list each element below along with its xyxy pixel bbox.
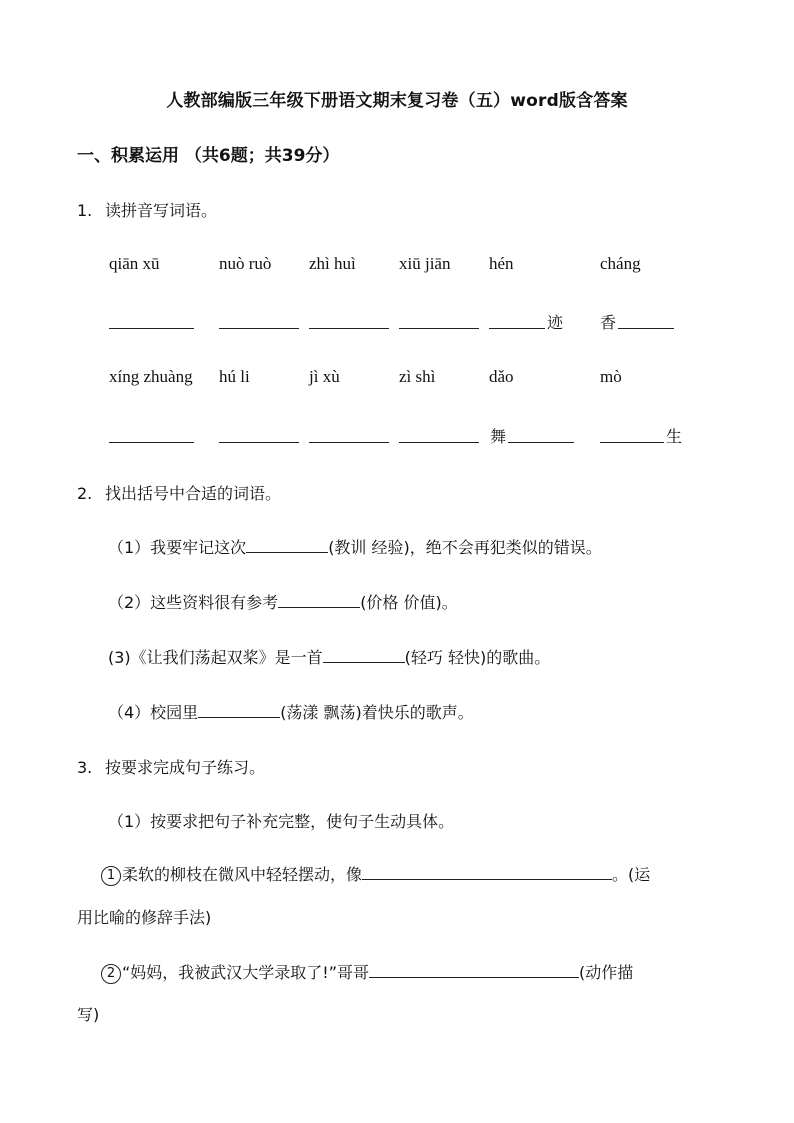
pinyin-label: jì xù (309, 367, 340, 386)
question-3-item-2-continuation: 写) (77, 1005, 100, 1024)
answer-blank[interactable] (362, 863, 612, 880)
question-2-heading (77, 481, 281, 504)
question-3-item-2 (101, 960, 633, 984)
document-title: 人教部编版三年级下册语文期末复习卷（五）word版含答案 (166, 91, 628, 111)
pinyin-label: hú li (219, 367, 250, 386)
answer-blank[interactable] (246, 536, 328, 553)
pinyin-label: dǎo (489, 367, 514, 386)
item-text: （4）校园里 (108, 703, 199, 722)
question-number: 3. (77, 758, 93, 777)
item-options: (教训 经验)，绝不会再犯类似的错误。 (328, 538, 602, 557)
answer-blank[interactable] (369, 961, 579, 978)
question-2-item-3 (108, 645, 550, 668)
given-character: 舞 (490, 427, 507, 446)
question-3-subheading: （1）按要求把句子补充完整，使句子生动具体。 (108, 812, 455, 831)
answer-blank[interactable] (309, 328, 389, 329)
answer-blank[interactable] (618, 328, 674, 329)
item-text: 柔软的柳枝在微风中轻轻摆动，像 (122, 865, 363, 884)
question-2-item-2 (108, 590, 458, 613)
pinyin-label: cháng (600, 254, 641, 273)
given-character: 生 (666, 427, 683, 446)
pinyin-label: xiū jiān (399, 254, 451, 273)
section-heading: 一、积累运用 （共6题；共39分） (77, 146, 340, 166)
question-text: 找出括号中合适的词语。 (105, 484, 282, 503)
question-3-heading (77, 755, 265, 778)
question-1-heading (77, 198, 217, 221)
pinyin-label: qiān xū (109, 254, 160, 273)
answer-blank[interactable] (219, 328, 299, 329)
question-3-item-1 (101, 862, 650, 886)
item-options: (轻巧 轻快)的歌曲。 (404, 648, 551, 667)
question-number: 2. (77, 484, 93, 503)
pinyin-label: nuò ruò (219, 254, 272, 273)
answer-blank[interactable] (399, 442, 479, 443)
item-text: （2）这些资料很有参考 (108, 593, 279, 612)
question-2-item-4 (108, 700, 474, 723)
given-character: 迹 (547, 313, 564, 332)
question-2-item-1 (108, 535, 602, 558)
item-text: (3)《让我们荡起双桨》是一首 (108, 648, 323, 667)
item-text: （1）我要牢记这次 (108, 538, 247, 557)
question-text: 按要求完成句子练习。 (105, 758, 266, 777)
answer-blank[interactable] (309, 442, 389, 443)
answer-blank[interactable] (489, 328, 545, 329)
item-text: “妈妈，我被武汉大学录取了!”哥哥 (122, 963, 369, 982)
pinyin-label: hén (489, 254, 514, 273)
answer-blank[interactable] (323, 646, 405, 663)
answer-blank[interactable] (278, 591, 360, 608)
answer-blank[interactable] (600, 442, 664, 443)
pinyin-label: xíng zhuàng (109, 367, 193, 386)
item-options: (价格 价值)。 (360, 593, 458, 612)
answer-blank[interactable] (109, 442, 194, 443)
pinyin-label: zhì huì (309, 254, 356, 273)
question-3-item-1-continuation: 用比喻的修辞手法) (77, 908, 212, 927)
answer-blank[interactable] (109, 328, 194, 329)
item-note: 。(运 (612, 865, 651, 884)
answer-blank[interactable] (198, 701, 280, 718)
pinyin-label: mò (600, 367, 622, 386)
answer-blank[interactable] (508, 442, 574, 443)
pinyin-label: zì shì (399, 367, 436, 386)
circled-number-marker: 2 (101, 964, 121, 984)
item-note: (动作描 (579, 963, 634, 982)
circled-number-marker: 1 (101, 866, 121, 886)
question-number: 1. (77, 201, 93, 220)
answer-blank[interactable] (219, 442, 299, 443)
answer-blank[interactable] (399, 328, 479, 329)
given-character: 香 (600, 313, 617, 332)
question-text: 读拼音写词语。 (105, 201, 218, 220)
item-options: (荡漾 飘荡)着快乐的歌声。 (280, 703, 474, 722)
